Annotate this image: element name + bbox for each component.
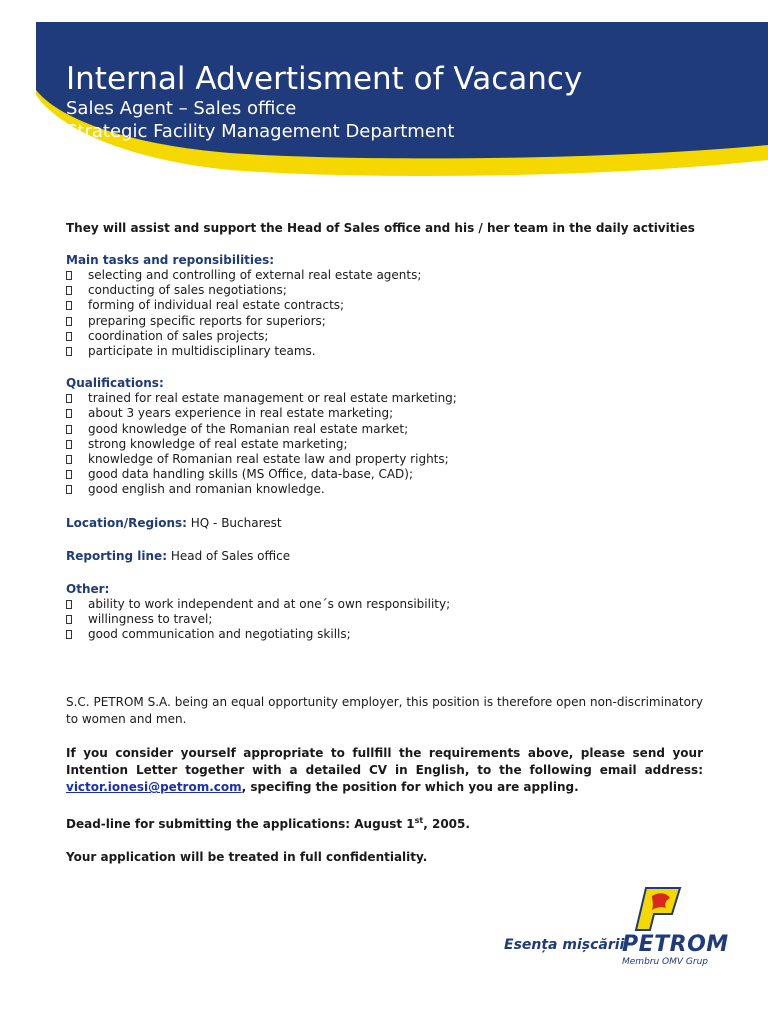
location-value: HQ - Bucharest — [190, 515, 282, 530]
job-title: Sales Agent – Sales office — [66, 98, 297, 119]
apply-text-before: If you consider yourself appropriate to fullfill the requirements above, please send your Intention Letter together with a detailed CV in English, to the following email address: — [66, 746, 703, 778]
apply-instructions — [66, 745, 703, 796]
list-item: selecting and controlling of external real estate agents; — [66, 268, 703, 283]
department-name: Strategic Facility Management Department — [66, 121, 455, 142]
deadline-main: Dead-line for submitting the applications: August 1 — [66, 817, 415, 832]
email-link[interactable]: victor.ionesi@petrom.com — [66, 780, 242, 795]
other-heading: Other: — [66, 581, 110, 596]
petrom-logo — [480, 880, 740, 980]
location-field — [66, 516, 703, 531]
header-banner — [0, 0, 768, 210]
list-item: about 3 years experience in real estate marketing; — [66, 406, 703, 421]
tasks-heading: Main tasks and reponsibilities: — [66, 253, 275, 267]
brand-name: PETROM — [622, 932, 729, 957]
petrom-emblem-icon — [630, 884, 684, 934]
list-item: coordination of sales projects; — [66, 329, 703, 344]
list-item: good english and romanian knowledge. — [66, 482, 703, 497]
list-item: ability to work independent and at one´s own responsibility; — [66, 597, 703, 612]
location-label: Location/Regions: — [66, 515, 187, 530]
deadline-text — [66, 812, 703, 833]
deadline-suffix: st — [414, 816, 424, 826]
equal-opportunity-text: S.C. PETROM S.A. being an equal opportunity employer, this position is therefore open non-discriminatory to women and men. — [66, 695, 703, 727]
list-item: good knowledge of the Romanian real estate market; — [66, 422, 703, 437]
list-item: forming of individual real estate contracts; — [66, 298, 703, 313]
document-body — [66, 221, 703, 866]
other-list — [66, 597, 703, 643]
list-item: good communication and negotiating skills; — [66, 627, 703, 642]
reporting-value: Head of Sales office — [170, 548, 291, 563]
slogan: Esența mișcării — [504, 937, 625, 953]
reporting-label: Reporting line: — [66, 548, 167, 563]
qualifications-list — [66, 391, 703, 497]
list-item: trained for real estate management or real estate marketing; — [66, 391, 703, 406]
list-item: participate in multidisciplinary teams. — [66, 344, 703, 359]
intro-text: They will assist and support the Head of Sales office and his / her team in the daily activities — [66, 221, 695, 235]
confidentiality-text: Your application will be treated in full confidentiality. — [66, 850, 428, 865]
page-title: Internal Advertisment of Vacancy — [66, 61, 583, 97]
list-item: knowledge of Romanian real estate law and property rights; — [66, 452, 703, 467]
list-item: strong knowledge of real estate marketing; — [66, 437, 703, 452]
list-item: good data handling skills (MS Office, data-base, CAD); — [66, 467, 703, 482]
group-membership: Membru OMV Grup — [622, 957, 709, 967]
list-item: willingness to travel; — [66, 612, 703, 627]
list-item: preparing specific reports for superiors; — [66, 314, 703, 329]
list-item: conducting of sales negotiations; — [66, 283, 703, 298]
reporting-field — [66, 549, 703, 564]
qualifications-heading: Qualifications: — [66, 376, 164, 391]
apply-text-after: , specifing the position for which you are appling. — [241, 780, 579, 795]
deadline-year: , 2005. — [423, 817, 470, 832]
tasks-list — [66, 268, 703, 359]
